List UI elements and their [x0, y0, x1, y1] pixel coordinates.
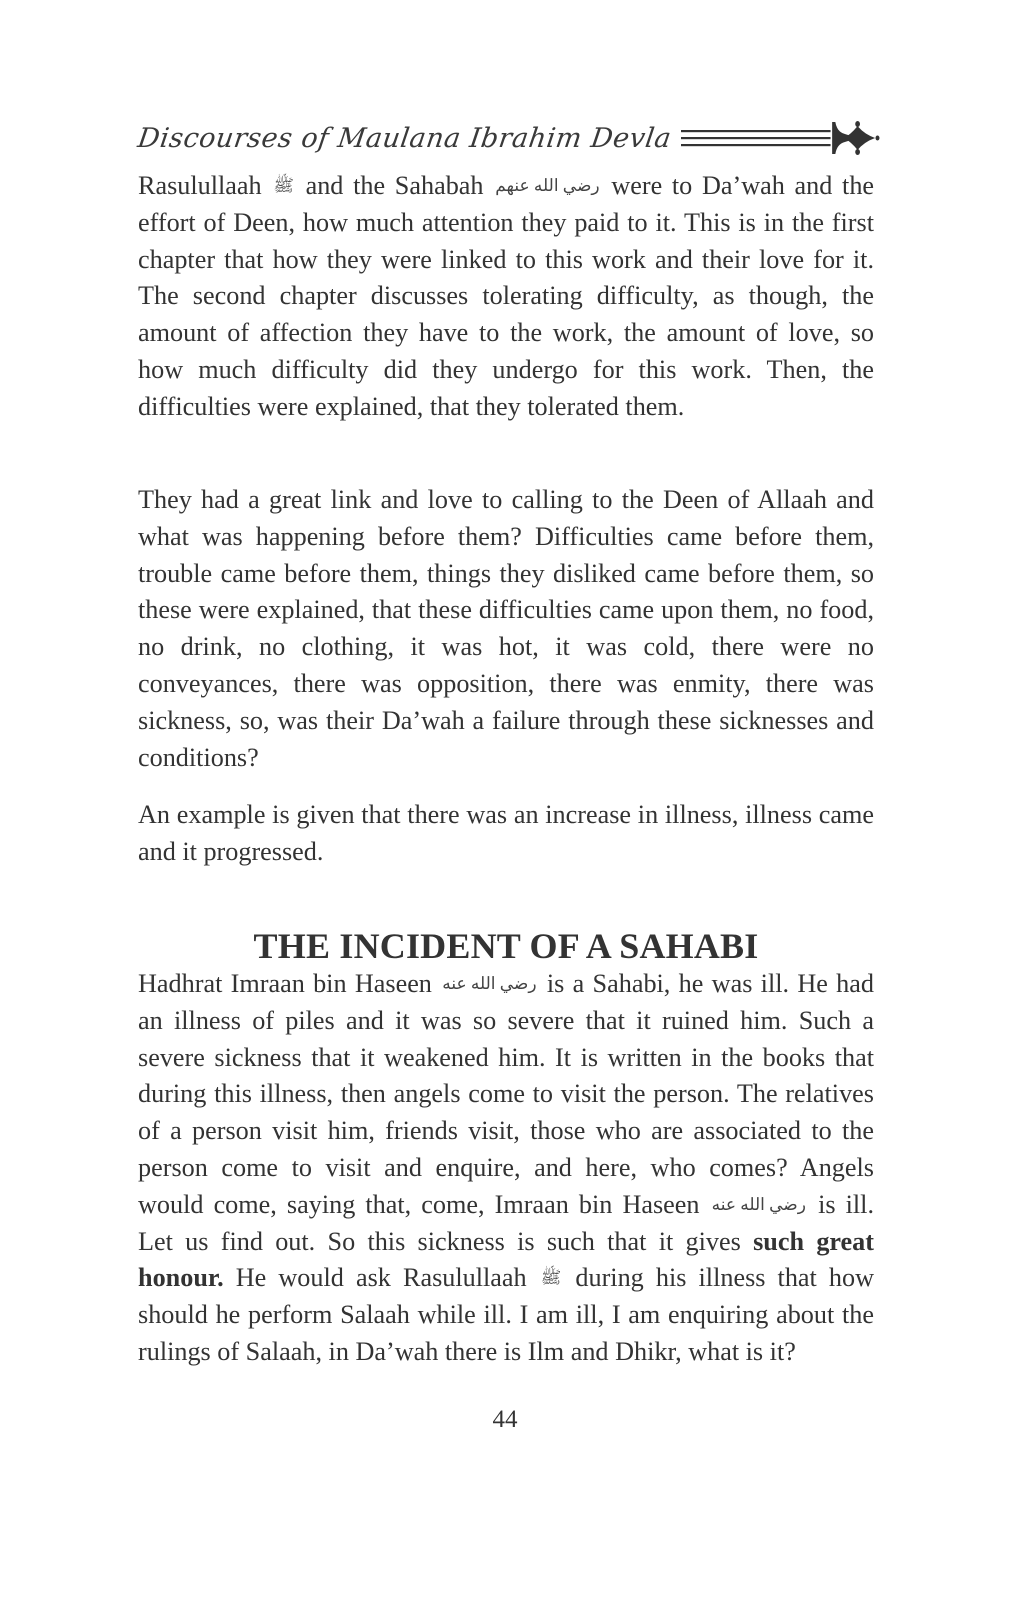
- paragraph-3: [138, 797, 874, 871]
- paragraph-text: He would ask Rasulullaah: [235, 1263, 527, 1293]
- page-number: 44: [492, 1406, 518, 1433]
- paragraph-text: were to Da’wah and the effort of Deen, how much attention they paid to it. This is in the first chapter that how they were linked to this work and their love for it. The second chapter discusses tolerating difficulty, as though, the amount of affection they have to the work, the amount of love, so how much difficulty did they undergo for this work. Then, the difficulties were explained, that they tolerated them.: [138, 171, 875, 421]
- running-title: Discourses of Maulana Ibrahim Devla: [135, 122, 674, 154]
- bold-emphasis: such great honour.: [138, 1226, 874, 1293]
- salawat-honorific-icon: ﷺ: [273, 176, 294, 195]
- paragraph-text: and the Sahabah: [305, 171, 484, 200]
- paragraph-text: They had a great link and love to calling to the Deen of Allaah and what was happening before them? Difficulties came before them, trouble came before them, things they disliked came before them, so these were explained, that these difficulties came upon them, no food, no drink, no clothing, it was hot, it was cold, there were no conveyances, there was opposition, there was enmity, there was sickness, so, was their Da’wah a failure through these sicknesses and conditions?: [138, 485, 874, 772]
- paragraph-text: is a Sahabi, he was ill. He had an illness of piles and it was so severe that it ruined him. Such a severe sickness that it weakened him. It is written in the books that during this illness, then angels come to visit the person. The relatives of a person visit him, friends visit, those who are associated to the person come to visit and enquire, and here, who comes? Angels would come, saying that, come, Imraan bin Haseen: [138, 969, 874, 1219]
- paragraph-1: [138, 168, 874, 426]
- radiallahu-anhu-honorific-icon: رضي الله عنه: [442, 974, 537, 993]
- paragraph-2: [138, 482, 874, 776]
- running-header: [135, 118, 880, 158]
- paragraph-text: Rasulullaah: [138, 171, 262, 200]
- radiallahu-anhu-honorific-icon: رضي الله عنه: [711, 1194, 806, 1214]
- radiallahu-anhum-honorific-icon: رضي الله عنهم: [495, 176, 600, 195]
- paragraph-4: [138, 966, 874, 1371]
- paragraph-text: An example is given that there was an increase in illness, illness came and it progressed.: [138, 800, 874, 866]
- paragraph-text: is ill. Let us find out. So this sickness is such that it gives: [138, 1189, 874, 1256]
- salawat-honorific-icon: ﷺ: [540, 1268, 562, 1288]
- header-ornament-icon: [681, 118, 880, 158]
- paragraph-text: during his illness that how should he perform Salaah while ill. I am ill, I am enquiring about the rulings of Salaah, in Da’wah there is Ilm and Dhikr, what is it?: [138, 1263, 875, 1366]
- paragraph-text: Hadhrat Imraan bin Haseen: [138, 969, 432, 998]
- section-heading: THE INCIDENT OF A SAHABI: [253, 925, 759, 966]
